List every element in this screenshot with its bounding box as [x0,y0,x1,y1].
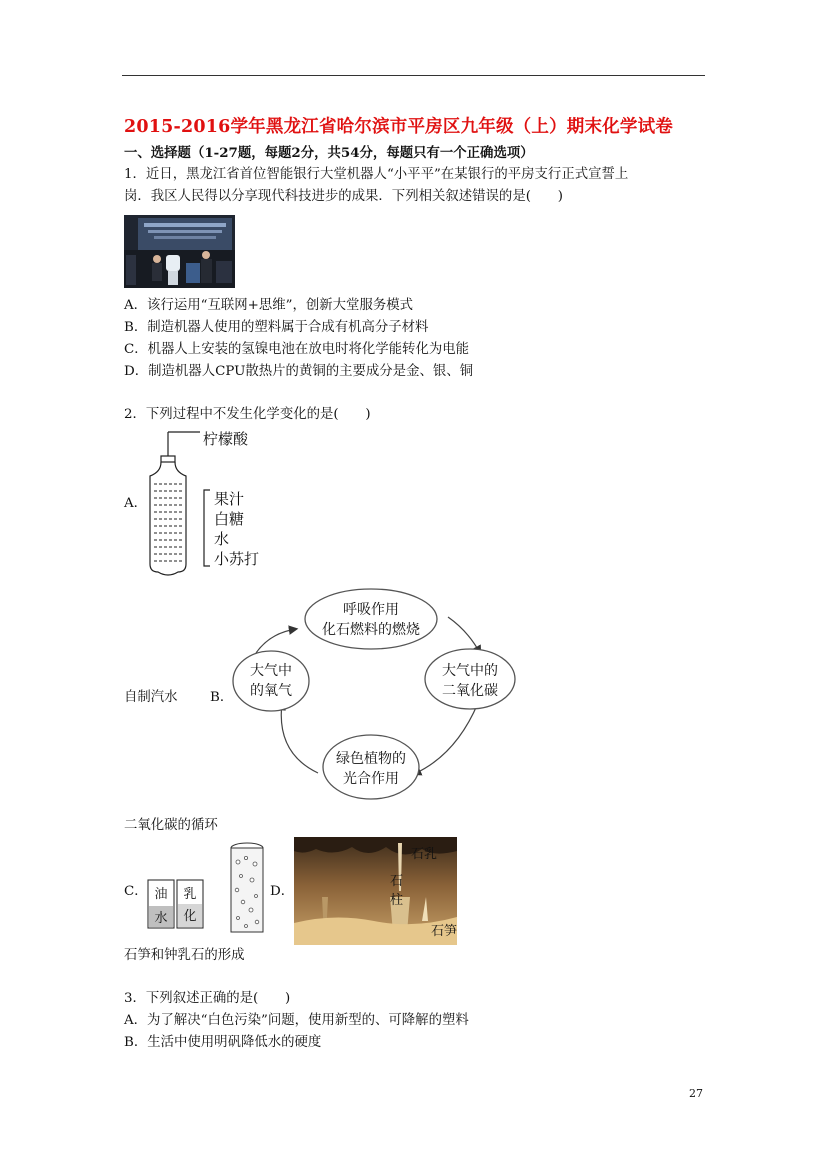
section-heading: 一、选择题（1-27题，每题2分，共54分，每题只有一个正确选项） [124,145,534,161]
q2-option-a-caption: 自制汽水 [124,690,178,705]
label-sugar: 白糖 [214,510,245,528]
carbon-cycle-diagram [226,587,516,805]
cave-label-column1: 石 [390,874,404,889]
label-baking-soda: 小苏打 [214,550,260,568]
node-bottom-line2: 光合作用 [343,771,399,787]
q1-option-c: C．机器人上安装的氢镍电池在放电时将化学能转化为电能 [124,342,470,357]
q2-option-d-label: D． [270,884,295,899]
q2-option-b-caption: 二氧化碳的循环 [124,818,218,833]
q2-stem: 2．下列过程中不发生化学变化的是( ) [124,407,371,422]
node-bottom-line1: 绿色植物的 [336,751,406,767]
q2-option-a-label: A． [124,496,148,511]
node-left-line2: 的氧气 [250,683,292,699]
q3-stem: 3．下列叙述正确的是( ) [124,991,291,1006]
q2-option-b-label: B． [210,690,234,705]
node-right-line2: 二氧化碳 [442,683,498,699]
q1-option-b: B．制造机器人使用的塑料属于合成有机高分子材料 [124,320,429,335]
soda-bottle-diagram [140,428,280,584]
q1-stem-line1: 1．近日，黑龙江省首位智能银行大堂机器人“小平平”在某银行的平房支行正式宣誓上 [124,167,629,182]
header-rule [122,75,705,76]
cave-label-stalagmite: 石笋 [431,924,457,939]
node-top-line2: 化石燃料的燃烧 [322,622,420,638]
q3-option-a: A．为了解决“白色污染”问题，使用新型的、可降解的塑料 [124,1013,469,1028]
test-tube-diagram [224,840,270,938]
right-beaker-label2: 化 [183,909,197,924]
q3-option-b: B．生活中使用明矾降低水的硬度 [124,1035,322,1050]
q1-stem-line2: 岗．我区人民得以分享现代科技进步的成果．下列相关叙述错误的是( ) [124,189,563,204]
cave-label-stalactite: 石乳 [411,847,438,862]
label-citric-acid: 柠檬酸 [203,430,249,448]
cave-label-column2: 柱 [390,893,404,908]
q2-option-d-caption: 石笋和钟乳石的形成 [124,948,245,963]
node-left-line1: 大气中 [250,663,292,679]
label-water: 水 [214,530,230,548]
left-beaker-label2: 水 [154,911,168,926]
q2-option-c-label: C． [124,884,148,899]
page-title: 2015-2016学年黑龙江省哈尔滨市平房区九年级（上）期末化学试卷 [124,117,673,137]
robot-photo [124,215,235,288]
node-top-line1: 呼吸作用 [343,602,399,618]
label-juice: 果汁 [214,490,245,508]
page-number: 27 [689,1087,703,1100]
right-beaker-label1: 乳 [183,887,197,902]
emulsification-beakers [145,850,205,930]
q1-option-a: A．该行运用“互联网+思维”，创新大堂服务模式 [124,298,414,313]
left-beaker-label1: 油 [154,887,168,902]
node-right-line1: 大气中的 [442,663,498,679]
cave-photo [294,837,457,945]
q1-option-d: D．制造机器人CPU散热片的黄铜的主要成分是金、银、铜 [124,364,474,379]
